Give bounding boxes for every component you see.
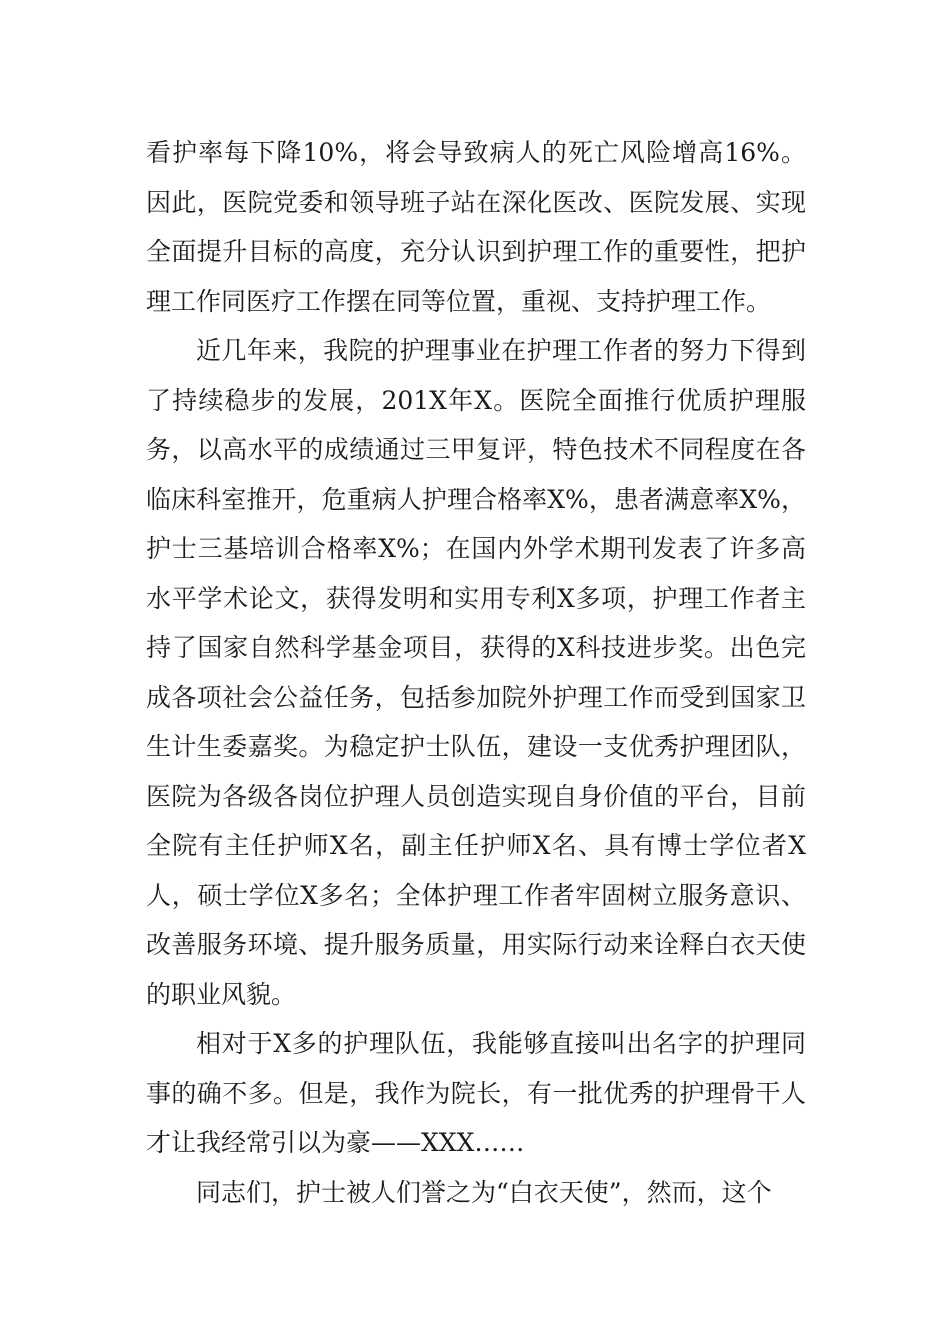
paragraph-2: 近几年来，我院的护理事业在护理工作者的努力下得到了持续稳步的发展，201X年X。医院全面推行优质护理服务，以高水平的成绩通过三甲复评，特色技术不同程度在各临床科室推开，危重病人护理合格率X%，患者满意率X%，护士三基培训合格率X%；在国内外学术期刊发表了许多高水平学术论文，获得发明和实用专利X多项，护理工作者主持了国家自然科学基金项目，获得的X科技进步奖。出色完成各项社会公益任务，包括参加院外护理工作而受到国家卫生计生委嘉奖。为稳定护士队伍，建设一支优秀护理团队，医院为各级各岗位护理人员创造实现自身价值的平台，目前全院有主任护师X名，副主任护师X名、具有博士学位者X人，硕士学位X多名；全体护理工作者牢固树立服务意识、改善服务环境、提升服务质量，用实际行动来诠释白衣天使的职业风貌。 [146, 336, 806, 1009]
paragraph-3: 相对于X多的护理队伍，我能够直接叫出名字的护理同事的确不多。但是，我作为院长，有一批优秀的护理骨干人才让我经常引以为豪——XXX…… [146, 1029, 806, 1157]
paragraph-1: 看护率每下降10%，将会导致病人的死亡风险增高16%。因此，医院党委和领导班子站在深化医改、医院发展、实现全面提升目标的高度，充分认识到护理工作的重要性，把护理工作同医疗工作摆在同等位置，重视、支持护理工作。 [146, 138, 806, 316]
paragraph-4: 同志们，护士被人们誉之为“白衣天使”，然而，这个 [196, 1177, 772, 1207]
document-body [146, 128, 806, 1217]
